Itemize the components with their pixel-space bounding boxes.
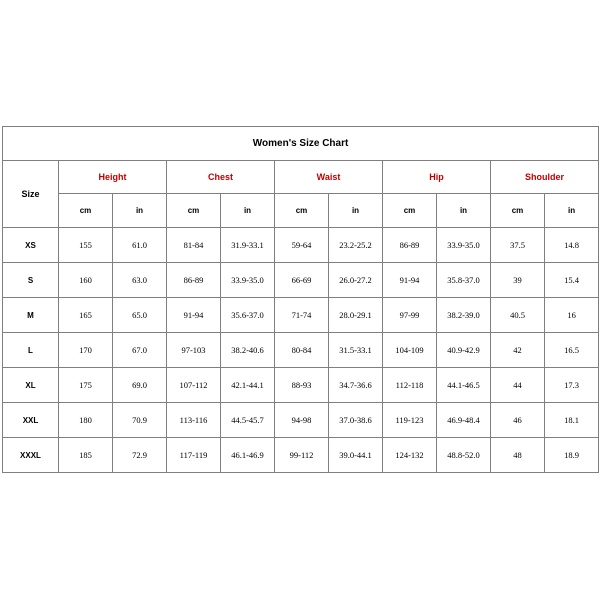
table-cell: 44.5-45.7 [221, 403, 275, 438]
size-label: S [3, 263, 59, 298]
table-cell: 44 [491, 368, 545, 403]
table-cell: 16 [545, 298, 599, 333]
table-cell: 28.0-29.1 [329, 298, 383, 333]
table-cell: 23.2-25.2 [329, 228, 383, 263]
group-header-waist: Waist [275, 161, 383, 194]
table-cell: 119-123 [383, 403, 437, 438]
unit-header: in [545, 194, 599, 228]
table-cell: 124-132 [383, 438, 437, 473]
table-cell: 97-103 [167, 333, 221, 368]
table-cell: 94-98 [275, 403, 329, 438]
table-cell: 65.0 [113, 298, 167, 333]
table-cell: 61.0 [113, 228, 167, 263]
group-header-hip: Hip [383, 161, 491, 194]
table-cell: 165 [59, 298, 113, 333]
table-cell: 107-112 [167, 368, 221, 403]
size-label: XS [3, 228, 59, 263]
table-cell: 35.6-37.0 [221, 298, 275, 333]
size-chart-table [2, 126, 599, 473]
table-cell: 18.9 [545, 438, 599, 473]
table-cell: 48.8-52.0 [437, 438, 491, 473]
table-cell: 46.1-46.9 [221, 438, 275, 473]
table-cell: 35.8-37.0 [437, 263, 491, 298]
table-cell: 170 [59, 333, 113, 368]
table-cell: 88-93 [275, 368, 329, 403]
size-label: XL [3, 368, 59, 403]
table-row [3, 298, 599, 333]
table-cell: 42 [491, 333, 545, 368]
table-cell: 15.4 [545, 263, 599, 298]
unit-header: cm [275, 194, 329, 228]
table-cell: 117-119 [167, 438, 221, 473]
table-cell: 97-99 [383, 298, 437, 333]
table-cell: 39.0-44.1 [329, 438, 383, 473]
table-cell: 180 [59, 403, 113, 438]
group-header-shoulder: Shoulder [491, 161, 599, 194]
table-cell: 18.1 [545, 403, 599, 438]
table-cell: 46 [491, 403, 545, 438]
table-cell: 99-112 [275, 438, 329, 473]
table-cell: 46.9-48.4 [437, 403, 491, 438]
table-row [3, 438, 599, 473]
table-cell: 70.9 [113, 403, 167, 438]
table-cell: 104-109 [383, 333, 437, 368]
table-cell: 59-64 [275, 228, 329, 263]
table-cell: 33.9-35.0 [437, 228, 491, 263]
unit-header: cm [491, 194, 545, 228]
unit-header: in [221, 194, 275, 228]
table-cell: 66-69 [275, 263, 329, 298]
table-cell: 48 [491, 438, 545, 473]
table-cell: 71-74 [275, 298, 329, 333]
table-cell: 175 [59, 368, 113, 403]
table-cell: 33.9-35.0 [221, 263, 275, 298]
table-cell: 91-94 [383, 263, 437, 298]
table-cell: 63.0 [113, 263, 167, 298]
table-cell: 17.3 [545, 368, 599, 403]
group-header-height: Height [59, 161, 167, 194]
table-cell: 155 [59, 228, 113, 263]
unit-header: in [437, 194, 491, 228]
size-label: XXXL [3, 438, 59, 473]
unit-header-row [3, 194, 599, 228]
table-cell: 38.2-40.6 [221, 333, 275, 368]
table-row [3, 368, 599, 403]
table-cell: 160 [59, 263, 113, 298]
table-cell: 91-94 [167, 298, 221, 333]
table-cell: 39 [491, 263, 545, 298]
unit-header: in [329, 194, 383, 228]
table-row [3, 403, 599, 438]
table-row [3, 263, 599, 298]
table-cell: 31.9-33.1 [221, 228, 275, 263]
unit-header: cm [383, 194, 437, 228]
table-cell: 37.5 [491, 228, 545, 263]
table-cell: 80-84 [275, 333, 329, 368]
table-cell: 31.5-33.1 [329, 333, 383, 368]
table-cell: 69.0 [113, 368, 167, 403]
table-cell: 67.0 [113, 333, 167, 368]
table-cell: 42.1-44.1 [221, 368, 275, 403]
unit-header: cm [167, 194, 221, 228]
table-cell: 26.0-27.2 [329, 263, 383, 298]
table-cell: 38.2-39.0 [437, 298, 491, 333]
table-cell: 37.0-38.6 [329, 403, 383, 438]
size-chart-container [2, 126, 598, 473]
table-cell: 72.9 [113, 438, 167, 473]
group-header-chest: Chest [167, 161, 275, 194]
table-cell: 86-89 [167, 263, 221, 298]
table-cell: 40.5 [491, 298, 545, 333]
table-cell: 112-118 [383, 368, 437, 403]
table-cell: 185 [59, 438, 113, 473]
size-label: M [3, 298, 59, 333]
size-label: L [3, 333, 59, 368]
table-row [3, 333, 599, 368]
size-column-header: Size [3, 161, 59, 228]
chart-title: Women's Size Chart [3, 127, 599, 161]
size-label: XXL [3, 403, 59, 438]
table-cell: 113-116 [167, 403, 221, 438]
unit-header: cm [59, 194, 113, 228]
unit-header: in [113, 194, 167, 228]
table-cell: 86-89 [383, 228, 437, 263]
size-chart-body [3, 228, 599, 473]
table-cell: 44.1-46.5 [437, 368, 491, 403]
table-cell: 34.7-36.6 [329, 368, 383, 403]
table-cell: 81-84 [167, 228, 221, 263]
table-cell: 40.9-42.9 [437, 333, 491, 368]
table-row [3, 228, 599, 263]
table-cell: 16.5 [545, 333, 599, 368]
table-cell: 14.8 [545, 228, 599, 263]
